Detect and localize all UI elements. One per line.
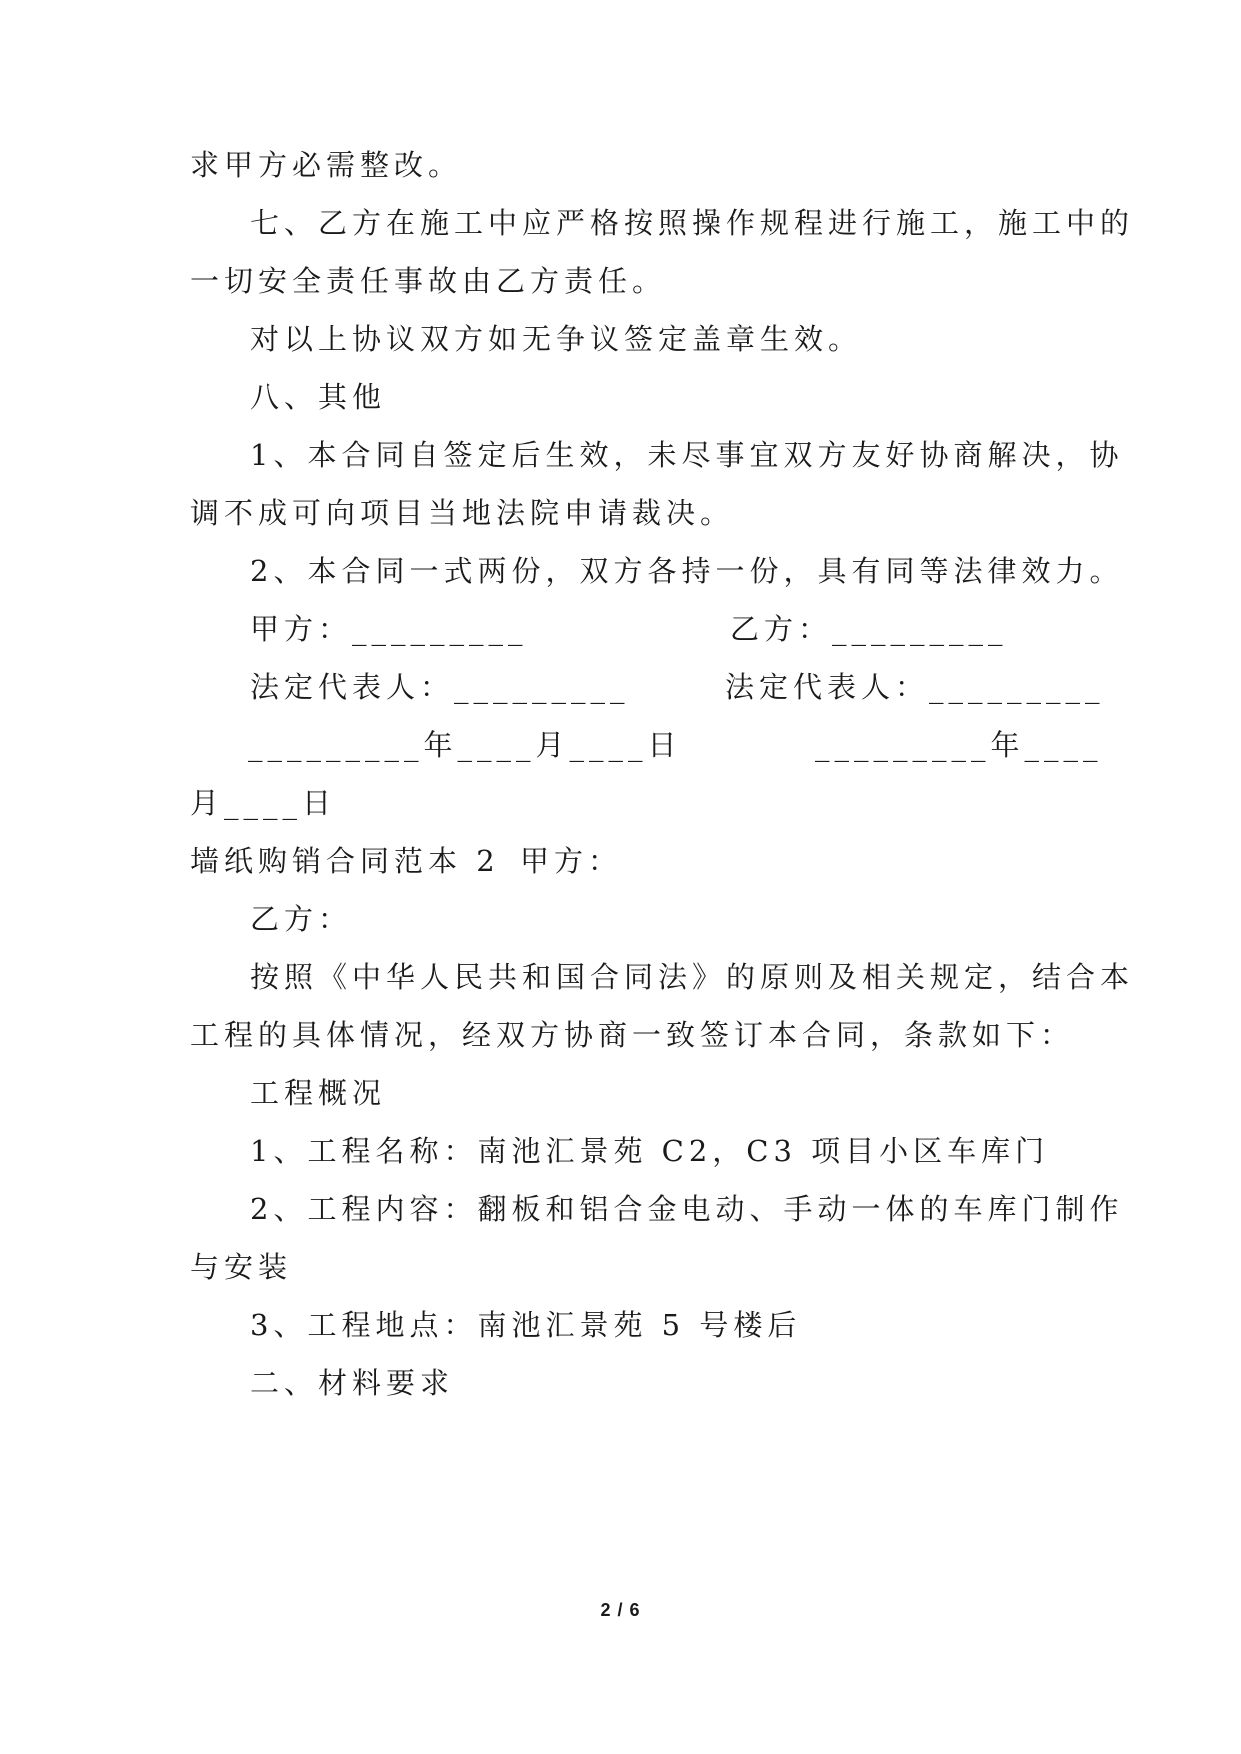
paragraph-line: 与安装	[190, 1250, 293, 1284]
agreement-statement: 对以上协议双方如无争议签定盖章生效。	[250, 322, 863, 356]
item-one: 1、本合同自签定后生效，未尽事宜双方友好协商解决，协	[250, 438, 1124, 472]
project-name: 1、工程名称：南池汇景苑 C2，C3 项目小区车库门	[250, 1134, 1050, 1168]
clause-seven: 七、乙方在施工中应严格按照操作规程进行施工，施工中的	[250, 206, 1135, 240]
section-heading-materials: 二、材料要求	[250, 1366, 455, 1400]
paragraph-line: 工程的具体情况，经双方协商一致签订本合同，条款如下：	[190, 1018, 1075, 1052]
section-heading-other: 八、其他	[250, 380, 387, 414]
party-b-signature: 乙方：_________	[730, 612, 1008, 646]
date-b-continued: 月____日	[190, 786, 337, 820]
date-b: _________年____	[815, 728, 1103, 762]
date-a: _________年____月____日	[248, 728, 682, 762]
contract-2-heading: 墙纸购销合同范本 2	[190, 844, 500, 878]
party-a-signature: 甲方：_________	[250, 612, 528, 646]
page-number: 2 / 6	[600, 1600, 641, 1620]
rep-a-signature: 法定代表人：_________	[250, 670, 630, 704]
rep-b-signature: 法定代表人：_________	[725, 670, 1105, 704]
project-location: 3、工程地点：南池汇景苑 5 号楼后	[250, 1308, 802, 1342]
paragraph-line: 调不成可向项目当地法院申请裁决。	[190, 496, 735, 530]
section-heading-overview: 工程概况	[250, 1076, 387, 1110]
contract-2-preamble: 按照《中华人民共和国合同法》的原则及相关规定，结合本	[250, 960, 1135, 994]
contract-2-party-a: 甲方：	[520, 844, 623, 878]
project-content: 2、工程内容：翻板和铝合金电动、手动一体的车库门制作	[250, 1192, 1124, 1226]
paragraph-line: 求甲方必需整改。	[190, 148, 463, 182]
paragraph-line: 一切安全责任事故由乙方责任。	[190, 264, 667, 298]
contract-2-party-b: 乙方：	[250, 902, 353, 936]
item-two: 2、本合同一式两份，双方各持一份，具有同等法律效力。	[250, 554, 1124, 588]
